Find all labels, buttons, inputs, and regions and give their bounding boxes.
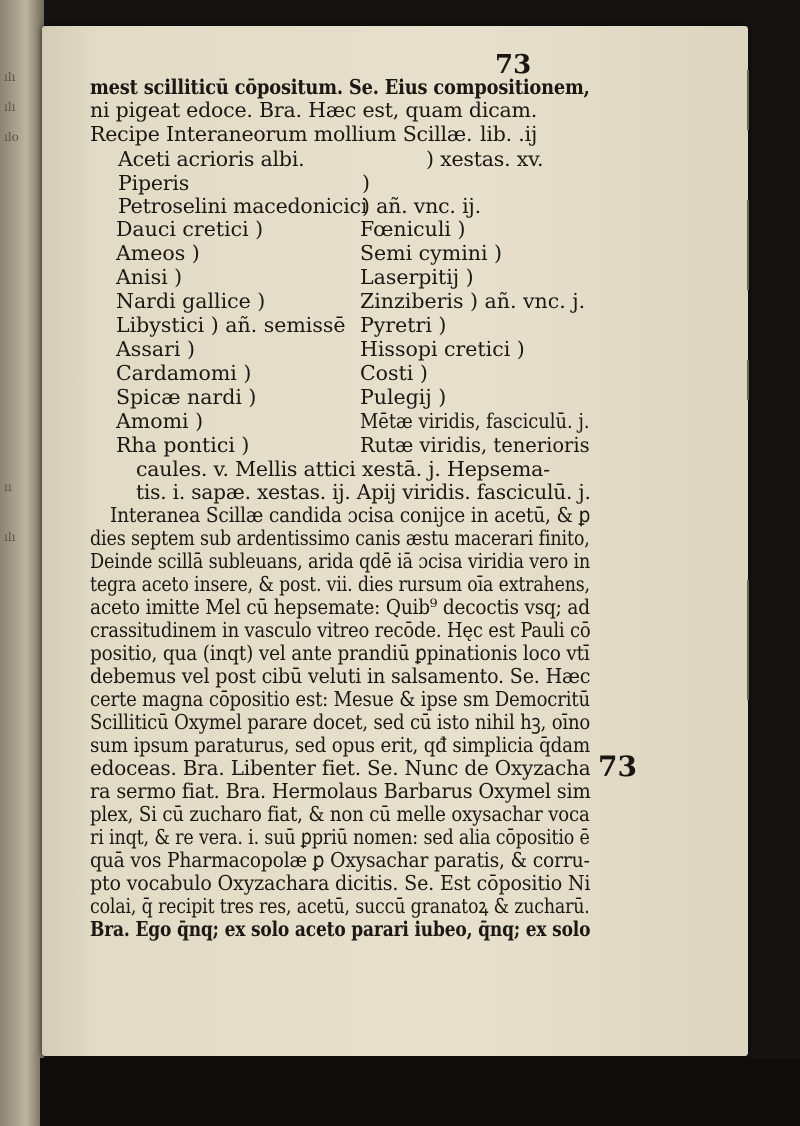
- body-line: caules. v. Mellis attici xestā. j. Hepsema-: [136, 457, 550, 481]
- body-line: Interanea Scillæ candida ɔcisa conijce in acetū, & ꝑ: [110, 503, 591, 527]
- show-through-marks: [745, 60, 765, 820]
- body-line: colai, q̄ recipit tres res, acetū, succū granatoꝝ & zucharū.: [90, 894, 590, 918]
- ingredient-left: Dauci cretici ): [116, 217, 264, 241]
- ingredient-qty: ): [362, 171, 370, 195]
- body-line: tis. i. sapæ. xestas. ij. Apij viridis. fasciculū. j.: [136, 480, 591, 504]
- ingredient-right: Costi ): [360, 361, 428, 385]
- body-line: aceto imitte Mel cū hepsemate: Quib⁹ decoctis vsq; ad: [90, 595, 590, 619]
- ingredient-name: Petroselini macedonicici: [118, 194, 368, 218]
- page-number: 73: [495, 50, 532, 80]
- body-line: certe magna cōpositio est: Mesue & ipse sm Democritū: [90, 687, 590, 711]
- ingredient-left: Assari ): [116, 337, 195, 361]
- body-line: ra sermo fiat. Bra. Hermolaus Barbarus Oxymel sim: [90, 779, 591, 803]
- body-line: pto vocabulo Oxyzachara dicitis. Se. Est cōpositio Ni: [90, 871, 591, 895]
- background-shadow: [40, 1058, 800, 1126]
- header-line-1: mest scilliticū cōpositum. Se. Eius compositionem,: [90, 75, 590, 99]
- margin-note: 73: [598, 750, 637, 783]
- ingredient-qty: ) xestas. xv.: [426, 147, 544, 171]
- recipe-quantity: lib. .ij: [480, 122, 538, 146]
- body-line: crassitudinem in vasculo vitreo recōde. Hęc est Pauli cō: [90, 618, 591, 642]
- ingredient-left: Cardamomi ): [116, 361, 252, 385]
- ingredient-left: Amomi ): [116, 409, 204, 433]
- body-line: debemus vel post cibū veluti in salsamento. Se. Hæc: [90, 664, 591, 688]
- header-line-2: ni pigeat edoce. Bra. Hæc est, quam dicam.: [90, 98, 538, 122]
- ingredient-right: Rutæ viridis, tenerioris: [360, 433, 590, 457]
- ingredient-left: Anisi ): [116, 265, 183, 289]
- ingredient-left: Nardi gallice ): [116, 289, 266, 313]
- body-line: plex, Si cū zucharo fiat, & non cū melle oxysachar voca: [90, 802, 590, 826]
- body-line: Bra. Ego q̄nq; ex solo aceto parari iubeo, q̄nq; ex solo: [90, 917, 591, 941]
- body-line: Deinde scillā subleuans, arida qdē iā ɔcisa viridia vero in: [90, 549, 591, 573]
- ingredient-name: Aceti acrioris albi.: [118, 147, 305, 171]
- body-line: quā vos Pharmacopolæ ꝑ Oxysachar paratis, & corru-: [90, 848, 590, 872]
- ingredient-right: Pyretri ): [360, 313, 447, 337]
- body-line: positio, qua (inqt) vel ante prandiū ꝑpinationis loco vtī: [90, 641, 590, 665]
- ingredient-right: Mētæ viridis, fasciculū. j.: [360, 409, 590, 433]
- ingredient-left: Spicæ nardi ): [116, 385, 257, 409]
- body-line: edoceas. Bra. Libenter fiet. Se. Nunc de Oxyzacha: [90, 756, 591, 780]
- previous-page-edge: ılı ılı ılo ıı ılı: [0, 0, 44, 1126]
- ingredient-right: Fœniculi ): [360, 217, 466, 241]
- ingredient-left: Ameos ): [116, 241, 200, 265]
- body-line: sum ipsum paraturus, sed opus erit, qđ simplicia q̄dam: [90, 733, 590, 757]
- ingredient-left: Libystici ) añ. semissē: [116, 313, 346, 337]
- ingredient-right: Laserpitij ): [360, 265, 474, 289]
- ingredient-right: Semi cymini ): [360, 241, 503, 265]
- ingredient-qty: ) añ. vnc. ij.: [362, 194, 481, 218]
- ingredient-right: Pulegij ): [360, 385, 447, 409]
- ingredient-right: Hissopi cretici ): [360, 337, 525, 361]
- ingredient-left: Rha pontici ): [116, 433, 250, 457]
- body-line: tegra aceto insere, & post. vii. dies rursum oīa extrahens,: [90, 572, 590, 596]
- body-line: Scilliticū Oxymel parare docet, sed cū isto nihil hꝫ, oīno: [90, 710, 591, 734]
- ingredient-right: Zinziberis ) añ. vnc. j.: [360, 289, 586, 313]
- body-line: dies septem sub ardentissimo canis æstu macerari finito,: [90, 526, 590, 550]
- body-line: ri inqt, & re vera. i. suū ꝑpriū nomen: sed alia cōpositio ē: [90, 825, 590, 849]
- ingredient-name: Piperis: [118, 171, 190, 195]
- recipe-line: Recipe Interaneorum mollium Scillæ.: [90, 122, 473, 146]
